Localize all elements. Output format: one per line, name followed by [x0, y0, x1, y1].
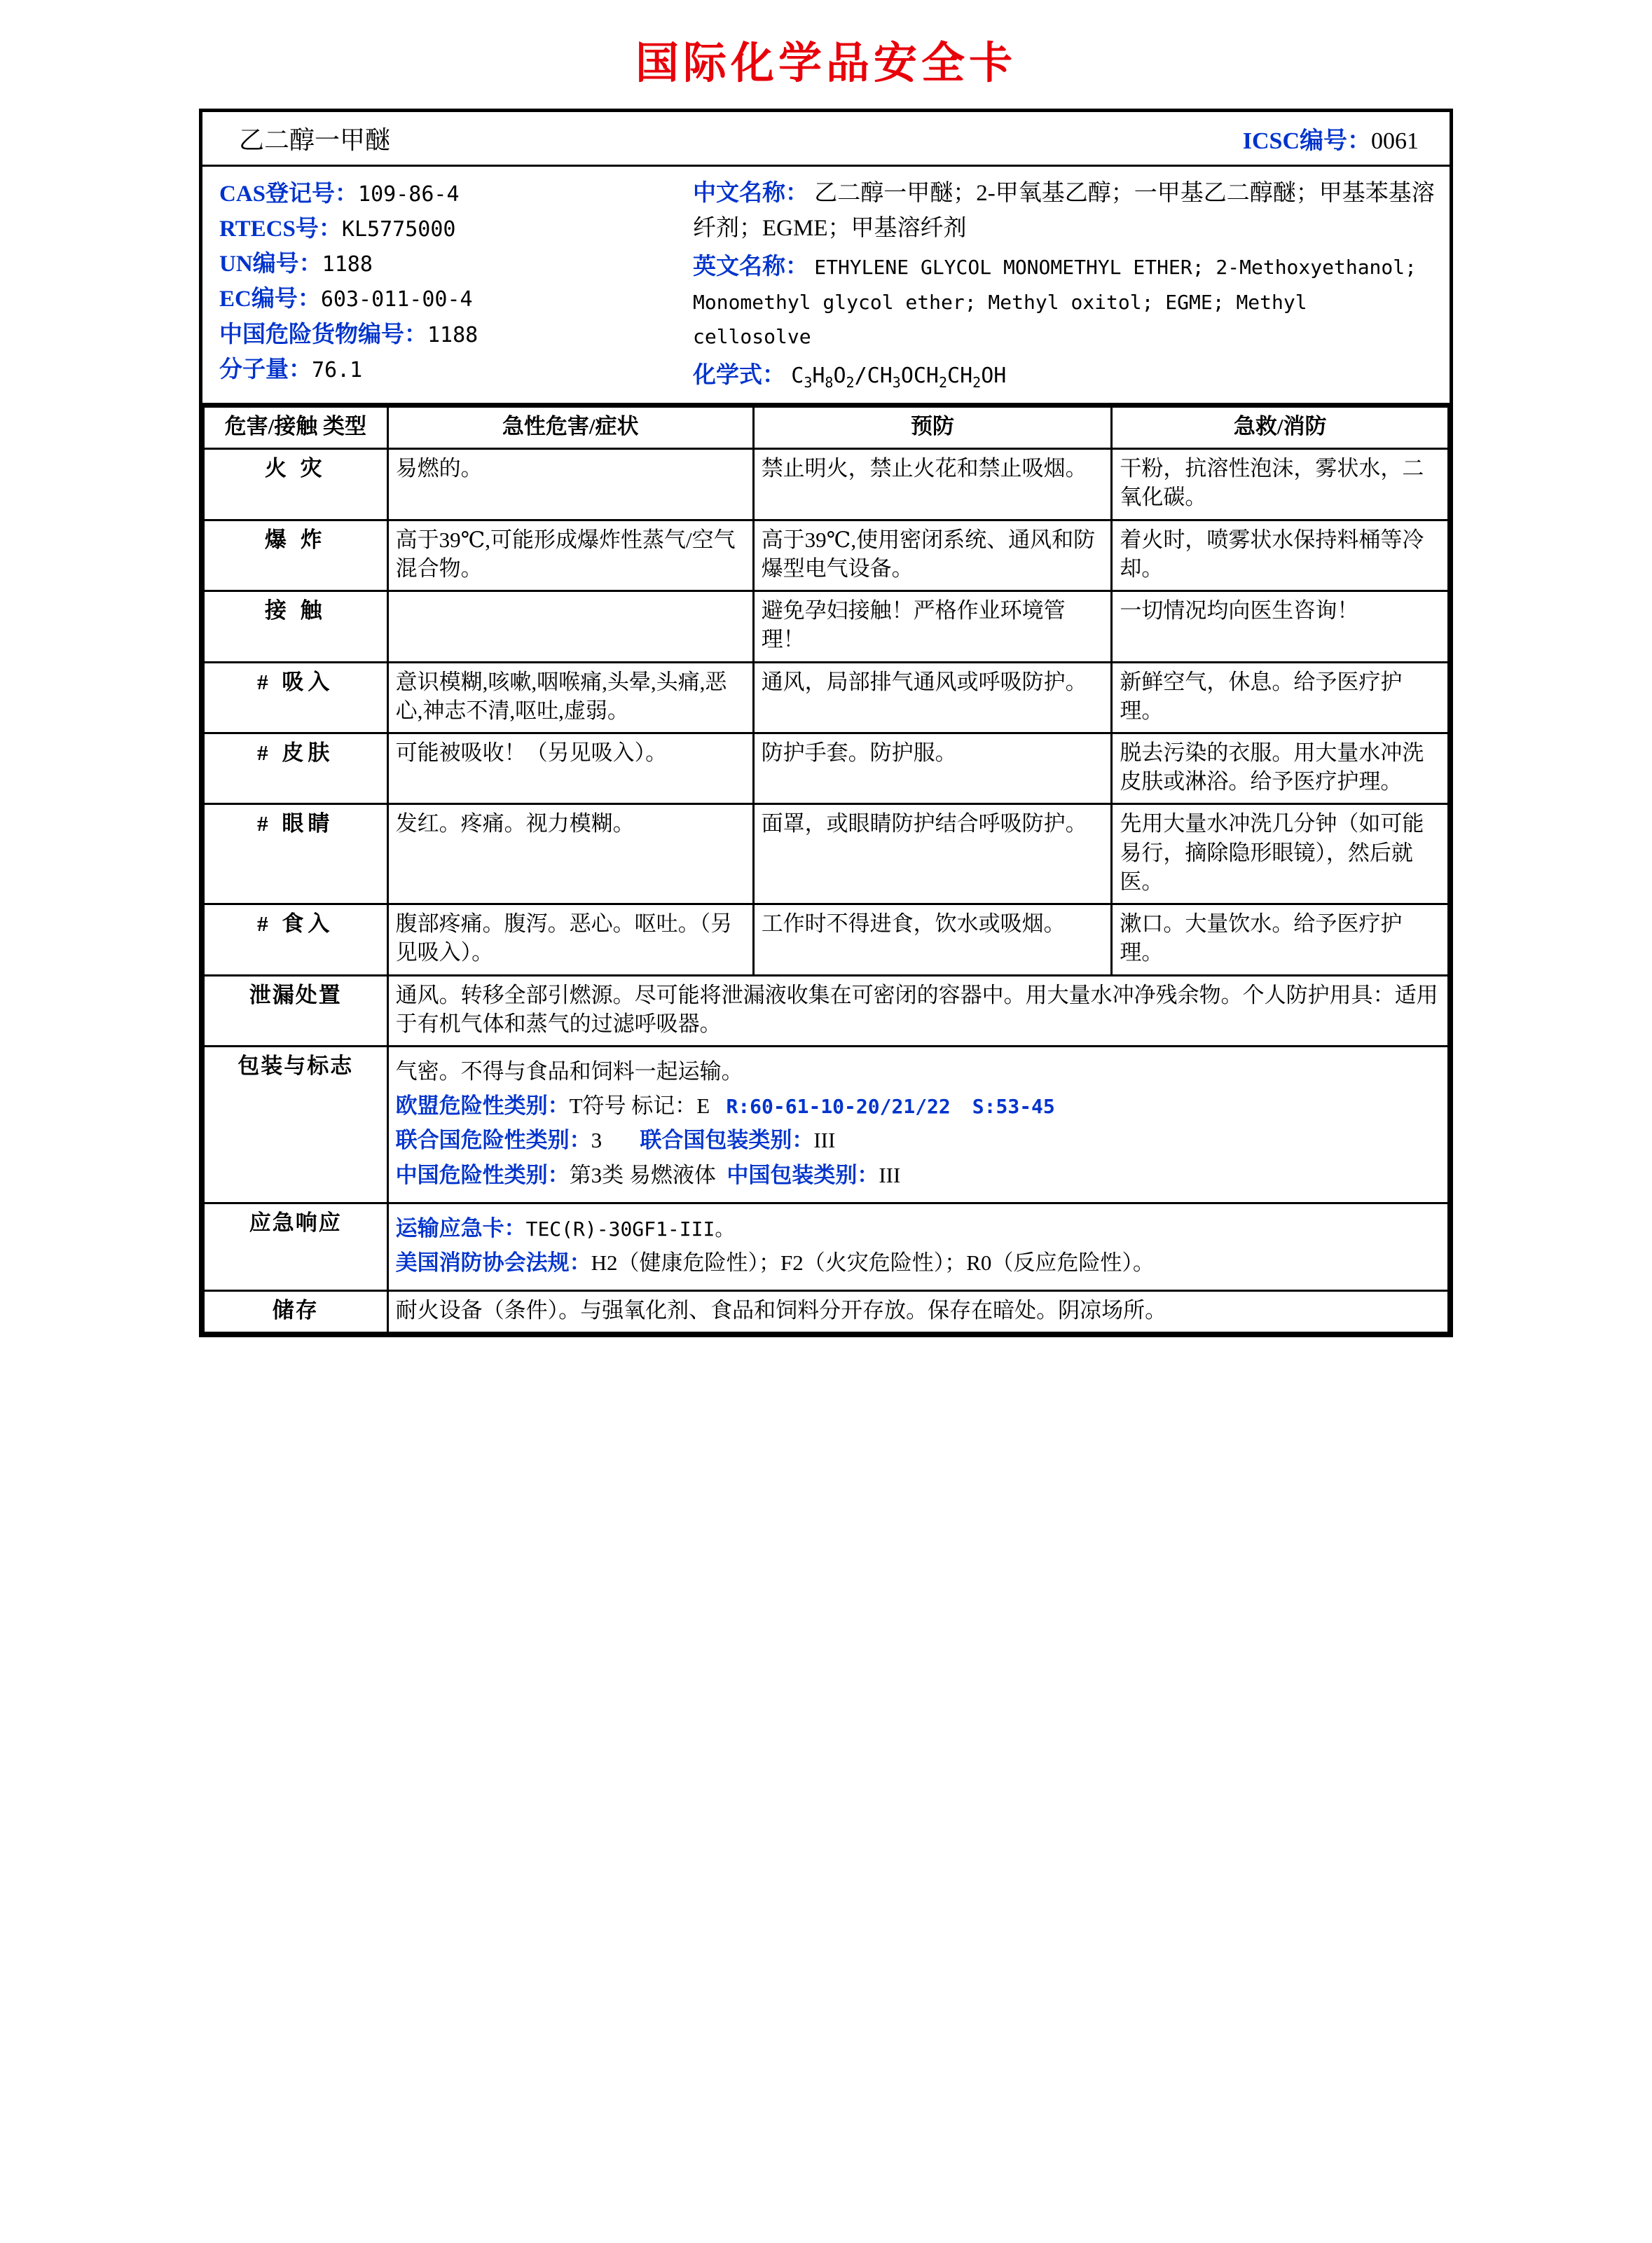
page-bottom-space: [0, 1337, 1652, 1603]
column-header-symptoms: 急性危害/症状: [387, 407, 753, 449]
packaging-cn: [396, 1161, 1440, 1189]
table-row: [204, 804, 1449, 904]
identifier-list: [202, 167, 686, 403]
cell-symptoms: 腹部疼痛。腹泻。恶心。呕吐。（另见吸入）。: [387, 904, 753, 975]
identifier-mw-label: 分子量：: [219, 357, 312, 382]
identifier-rtecs-label: RTECS号：: [219, 216, 342, 242]
packaging-general: 气密。不得与食品和饲料一起运输。: [395, 1058, 743, 1084]
column-header-prevention: 预防: [753, 407, 1112, 449]
identifier-cn-dg-label: 中国危险货物编号：: [219, 322, 427, 347]
names-block: [686, 167, 1450, 403]
english-name-row: [693, 250, 1436, 354]
row-label-emergency: 应急响应: [204, 1203, 388, 1290]
identifier-un: [219, 247, 679, 282]
packaging-cn-class-label: 中国危险性类别：: [395, 1162, 570, 1187]
table-row-emergency: [204, 1203, 1449, 1290]
row-label-packaging: 包装与标志: [204, 1046, 388, 1203]
row-type-eyes: # 眼睛: [204, 804, 388, 904]
packaging-eu-r-phrases: R:60-61-10-20/21/22: [726, 1095, 951, 1119]
column-header-firstaid: 急救/消防: [1112, 407, 1449, 449]
identifier-un-label: UN编号：: [219, 251, 322, 277]
cell-firstaid: 干粉，抗溶性泡沫，雾状水，二氧化碳。: [1112, 449, 1449, 520]
icsc-label: ICSC编号：: [1242, 128, 1371, 154]
cell-symptoms: 可能被吸收！（另见吸入）。: [387, 733, 753, 803]
table-row-spill: [204, 975, 1449, 1046]
english-name-value: ETHYLENE GLYCOL MONOMETHYL ETHER; 2-Methoxyethanol; Monomethyl glycol ether; Methyl oxitol; EGME; Methyl cellosolve: [693, 256, 1417, 348]
identifier-rtecs: [219, 212, 679, 247]
cell-packaging: [387, 1046, 1448, 1203]
emergency-tec-value: TEC(R)-30GF1-III。: [525, 1217, 735, 1241]
card-header: [202, 112, 1450, 167]
formula-label: 化学式：: [693, 362, 785, 388]
packaging-eu-value: T符号 标记：E: [569, 1093, 710, 1119]
packaging-eu-s-phrases: S:53-45: [972, 1095, 1055, 1119]
identifier-cn-dangerous-goods: [219, 317, 679, 352]
chinese-name-row: [693, 177, 1436, 246]
cell-firstaid: 脱去污染的衣服。用大量水冲洗皮肤或淋浴。给予医疗护理。: [1112, 733, 1449, 803]
packaging-un-class-label: 联合国危险性类别：: [395, 1128, 591, 1153]
table-row-storage: [204, 1291, 1449, 1333]
icsc-number: 0061: [1371, 128, 1419, 154]
english-name-label: 英文名称：: [693, 254, 808, 279]
identifier-mw-value: 76.1: [312, 357, 363, 382]
cell-prevention: 工作时不得进食，饮水或吸烟。: [753, 904, 1112, 975]
identifier-un-value: 1188: [322, 252, 373, 277]
cell-spill-text: 通风。转移全部引燃源。尽可能将泄漏液收集在可密闭的容器中。用大量水冲净残余物。个人防护用具：适用于有机气体和蒸气的过滤呼吸器。: [387, 975, 1448, 1046]
row-label-storage: 储存: [204, 1291, 388, 1333]
emergency-tec: [396, 1214, 1440, 1243]
formula-value: $C_3H_8O_2/CH_3OCH_2CH_2OH$: [791, 363, 1007, 391]
packaging-eu: [396, 1091, 1440, 1120]
cell-prevention: 面罩，或眼睛防护结合呼吸防护。: [753, 804, 1112, 904]
row-type-ingestion: # 食入: [204, 904, 388, 975]
emergency-nfpa-value: H2（健康危险性）；F2（火灾危险性）；R0（反应危险性）。: [591, 1250, 1155, 1276]
row-type-skin: # 皮肤: [204, 733, 388, 803]
cell-symptoms: 意识模糊,咳嗽,咽喉痛,头晕,头痛,恶心,神志不清,呕吐,虚弱。: [387, 662, 753, 733]
identifier-ec-label: EC编号：: [219, 287, 321, 312]
emergency-tec-label: 运输应急卡：: [395, 1215, 526, 1241]
identifier-cn-dg-value: 1188: [427, 322, 479, 347]
table-header-row: [204, 407, 1449, 449]
cell-storage-text: 耐火设备（条件）。与强氧化剂、食品和饲料分开存放。保存在暗处。阴凉场所。: [387, 1291, 1448, 1333]
row-type-explosion: 爆 炸: [204, 520, 388, 591]
identifier-ec: [219, 282, 679, 317]
packaging-un-group-value: III: [813, 1128, 836, 1153]
column-header-type: 危害/接触 类型: [204, 407, 388, 449]
hazards-table: [202, 406, 1450, 1334]
emergency-nfpa: [396, 1248, 1440, 1277]
packaging-eu-label: 欧盟危险性类别：: [395, 1093, 570, 1119]
icsc-number-block: [1243, 121, 1437, 156]
row-type-exposure: 接 触: [204, 591, 388, 662]
table-row: [204, 733, 1449, 803]
cell-firstaid: 漱口。大量饮水。给予医疗护理。: [1112, 904, 1449, 975]
table-row: [204, 591, 1449, 662]
identifier-cas: [219, 177, 679, 212]
table-row: [204, 662, 1449, 733]
row-label-spill: 泄漏处置: [204, 975, 388, 1046]
cell-firstaid: 一切情况均向医生咨询！: [1112, 591, 1449, 662]
packaging-un-group-label: 联合国包装类别：: [640, 1128, 814, 1153]
cell-prevention: 高于39℃,使用密闭系统、通风和防爆型电气设备。: [753, 520, 1112, 591]
table-row: [204, 904, 1449, 975]
packaging-cn-class-value: 第3类 易燃液体: [569, 1162, 716, 1187]
cell-symptoms: 发红。疼痛。视力模糊。: [387, 804, 753, 904]
identifier-cas-value: 109-86-4: [358, 182, 460, 207]
page-title: 国际化学品安全卡: [635, 37, 1017, 88]
emergency-nfpa-label: 美国消防协会法规：: [395, 1250, 591, 1276]
cell-symptoms: 易燃的。: [387, 449, 753, 520]
cell-prevention: 禁止明火，禁止火花和禁止吸烟。: [753, 449, 1112, 520]
identifier-ec-value: 603-011-00-4: [320, 287, 473, 312]
cell-emergency: [387, 1203, 1448, 1290]
table-row: [204, 449, 1449, 520]
identifier-molecular-weight: [219, 352, 679, 387]
cell-firstaid: 着火时，喷雾状水保持料桶等冷却。: [1112, 520, 1449, 591]
chinese-name-label: 中文名称：: [693, 181, 808, 206]
row-type-inhalation: # 吸入: [204, 662, 388, 733]
cell-symptoms: 高于39℃,可能形成爆炸性蒸气/空气混合物。: [387, 520, 753, 591]
identifier-cas-label: CAS登记号：: [219, 181, 359, 207]
table-row-packaging: [204, 1046, 1449, 1203]
table-row: [204, 520, 1449, 591]
substance-name: 乙二醇一甲醚: [239, 126, 391, 154]
packaging-un: [396, 1126, 1440, 1154]
safety-card: [199, 109, 1453, 1337]
packaging-un-class-value: 3: [591, 1128, 603, 1153]
chinese-name-value: 乙二醇一甲醚；2-甲氧基乙醇；一甲基乙二醇醚；甲基苯基溶纤剂；EGME；甲基溶纤剂: [693, 181, 1435, 241]
cell-symptoms: [387, 591, 753, 662]
cell-firstaid: 新鲜空气，休息。给予医疗护理。: [1112, 662, 1449, 733]
formula-row: [693, 359, 1436, 394]
page: [0, 28, 1652, 1603]
packaging-cn-group-value: III: [879, 1162, 901, 1187]
cell-firstaid: 先用大量水冲洗几分钟（如可能易行，摘除隐形眼镜），然后就医。: [1112, 804, 1449, 904]
cell-prevention: 避免孕妇接触！严格作业环境管理！: [753, 591, 1112, 662]
identification-section: [202, 167, 1450, 406]
cell-prevention: 防护手套。防护服。: [753, 733, 1112, 803]
row-type-fire: 火 灾: [204, 449, 388, 520]
cell-prevention: 通风，局部排气通风或呼吸防护。: [753, 662, 1112, 733]
packaging-cn-group-label: 中国包装类别：: [727, 1162, 879, 1187]
identifier-rtecs-value: KL5775000: [341, 217, 456, 242]
